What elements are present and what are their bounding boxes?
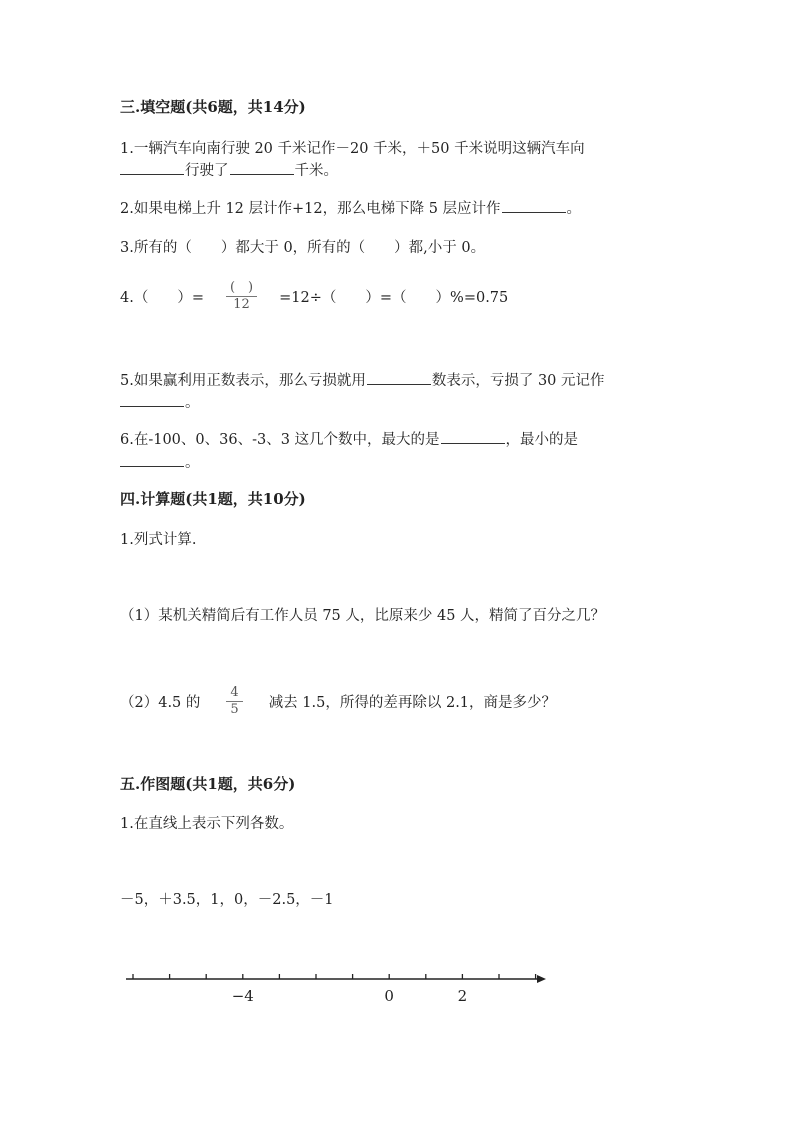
fraction: $\frac{4}{5}$ <box>226 686 242 718</box>
question-5-line2: 。 <box>120 391 200 412</box>
numbers-to-plot: －5，＋3.5，1，0，－2.5，－1 <box>120 892 334 908</box>
answer-blank[interactable] <box>502 211 566 213</box>
section-heading-draw: 五.作图题(共1题，共6分) <box>120 775 296 793</box>
tick-label: −4 <box>231 987 254 1005</box>
section-heading-fill: 三.填空题(共6题，共14分) <box>120 98 306 116</box>
question-6-line1: 6.在-100、0、36、-3、3 这几个数中，最大的是 ，最小的是 <box>120 432 579 448</box>
calc-sub-2: （2）4.5 的 $\frac{4}{5}$ 减去 1.5，所得的差再除以 2.1，商是多少？ <box>120 685 557 718</box>
question-1-line2: 行驶了 千米。 <box>120 159 338 180</box>
answer-blank[interactable] <box>120 465 184 467</box>
question-4: 4.（ ）= $\frac{( )}{12}$ =12÷（ ）=（ ）%=0.75 <box>120 280 509 313</box>
tick-label: 2 <box>457 987 468 1005</box>
draw-question-1: 1.在直线上表示下列各数。 <box>120 816 294 832</box>
arrow-head-icon <box>537 975 546 983</box>
fraction: $\frac{( )}{12}$ <box>226 281 257 313</box>
calc-question-1: 1.列式计算. <box>120 532 197 548</box>
question-5-line1: 5.如果赢利用正数表示，那么亏损就用 数表示，亏损了 30 元记作 <box>120 373 605 389</box>
question-6-line2: 。 <box>120 451 200 472</box>
question-2: 2.如果电梯上升 12 层计作+12，那么电梯下降 5 层应计作 。 <box>120 201 582 217</box>
answer-blank[interactable] <box>367 383 431 385</box>
answer-blank[interactable] <box>120 173 184 175</box>
calc-sub-1: （1）某机关精简后有工作人员 75 人，比原来少 45 人，精简了百分之几？ <box>120 608 606 624</box>
answer-blank[interactable] <box>230 173 294 175</box>
answer-blank[interactable] <box>120 405 184 407</box>
section-heading-calc: 四.计算题(共1题，共10分) <box>120 490 306 508</box>
question-1-line1: 1.一辆汽车向南行驶 20 千米记作－20 千米，＋50 千米说明这辆汽车向 <box>120 141 585 157</box>
tick-label: 0 <box>384 987 394 1005</box>
question-3: 3.所有的（ ）都大于 0，所有的（ ）都,小于 0。 <box>120 240 486 256</box>
answer-blank[interactable] <box>441 442 505 444</box>
